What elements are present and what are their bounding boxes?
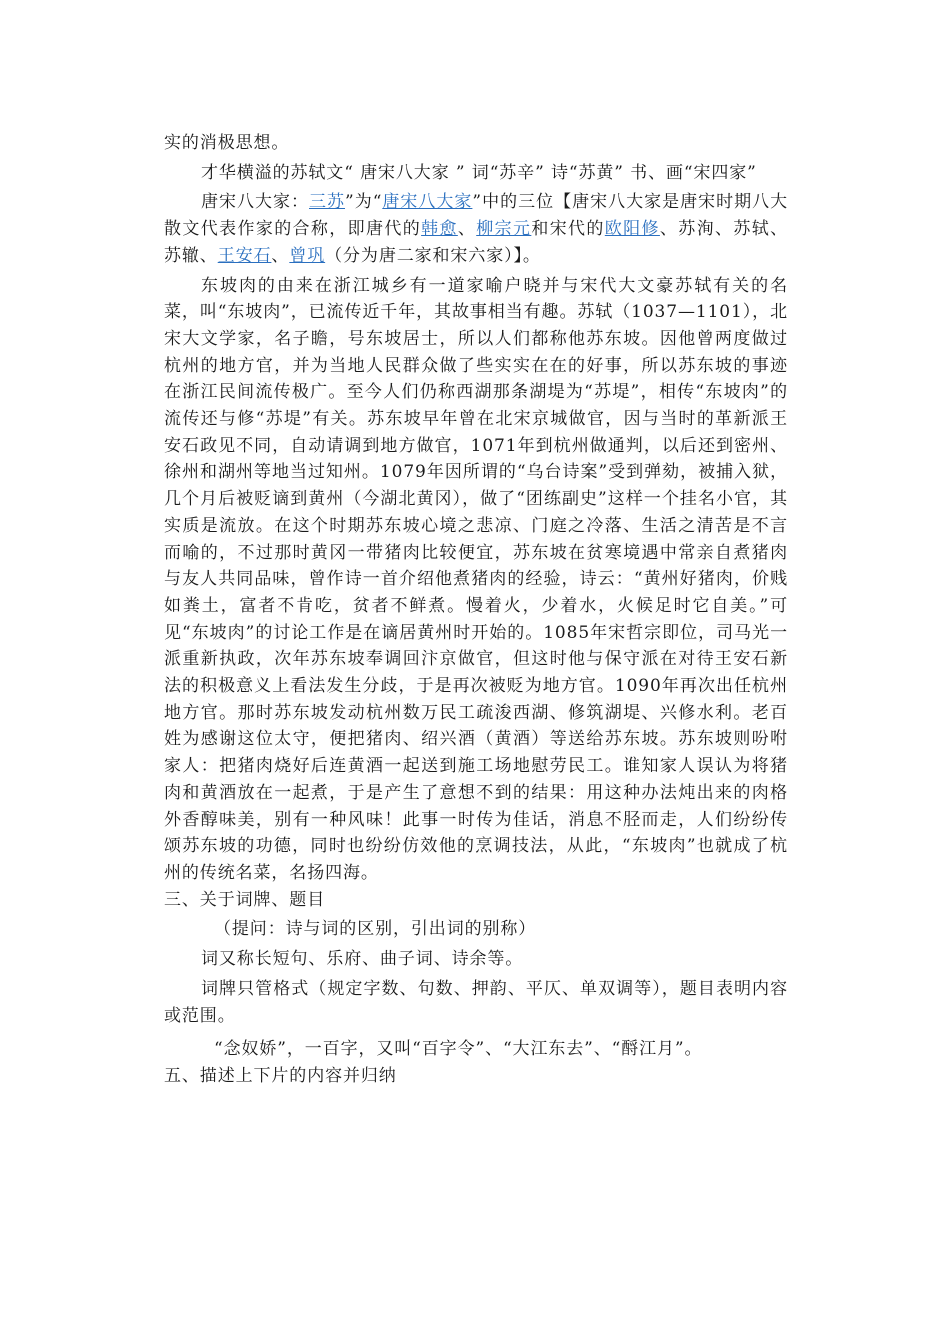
text-segment: ”为“ (345, 192, 383, 213)
link-wang-an-shi[interactable]: 王安石 (217, 245, 272, 266)
text-segment: 、苏洵、苏轼、苏辙、 (164, 219, 788, 266)
paragraph-dongpo-pork-origin: 东坡肉的由来在浙江城乡有一道家喻户晓并与宋代大文豪苏轼有关的名菜，叫“东坡肉”，已流传近千年，其故事相当有趣。苏轼（1037—1101），北宋大文学家，名子瞻，号东坡居士，所以人们都称他苏东坡。因他曾两度做过杭州的地方官，并为当地人民群众做了些实实在在的好事，所以苏东坡的事迹在浙江民间流传极广。至今人们仍称西湖那条湖堤为“苏堤”，相传“东坡肉”的流传还与修“苏堤”有关。苏东坡早年曾在北宋京城做官，因与当时的革新派王安石政见不同，自动请调到地方做官，1071年到杭州做通判，以后还到密州、徐州和湖州等地当过知州。1079年因所谓的“乌台诗案”受到弹劾，被捕入狱，几个月后被贬谪到黄州（今湖北黄冈），做了“团练副史”这样一个挂名小官，其实质是流放。在这个时期苏东坡心境之悲凉、门庭之冷落、生活之清苦是不言而喻的，不过那时黄冈一带猪肉比较便宜，苏东坡在贫寒境遇中常亲自煮猪肉与友人共同品味，曾作诗一首介绍他煮猪肉的经验，诗云：“黄州好猪肉，价贱如粪土，富者不肯吃，贫者不鲜煮。慢着火，少着水，火候足时它自美。”可见“东坡肉”的讨论工作是在谪居黄州时开始的。1085年宋哲宗即位，司马光一派重新执政，次年苏东坡奉调回汴京做官，但这时他与保守派在对待王安石新法的积极意义上看法发生分歧，于是再次被贬为地方官。1090年再次出任杭州地方官。那时苏东坡发动杭州数万民工疏浚西湖、修筑湖堤、兴修水利。老百姓为感谢这位太守，便把猪肉、绍兴酒（黄酒）等送给苏东坡。苏东坡则吩咐家人：把猪肉烧好后连黄酒一起送到施工场地慰劳民工。谁知家人误认为将猪肉和黄酒放在一起煮，于是产生了意想不到的结果：用这种办法炖出来的肉格外香醇味美，别有一种风味！此事一时传为佳话，消息不胫而走，人们纷纷传颂苏东坡的功德，同时也纷纷仿效他的烹调技法，从此，“东坡肉”也就成了杭州的传统名菜，名扬四海。 (164, 275, 788, 883)
link-zeng-gong[interactable]: 曾巩 (289, 245, 326, 266)
text-segment: 、 (457, 219, 477, 240)
paragraph-intro-end: 实的消极思想。 (164, 133, 290, 153)
paragraph-question-note: （提问：诗与词的区别，引出词的别称） (214, 919, 537, 940)
text-segment: ”中的三位【唐宋八大家是唐宋时期八大散文代表作家的合称，即唐代的 (164, 192, 788, 240)
paragraph-su-shi-talents: 才华横溢的苏轼文“ 唐宋八大家 ” 词“苏辛” 诗“苏黄” 书、画“宋四家” (201, 162, 757, 183)
paragraph-ci-pai-format: 词牌只管格式（规定字数、句数、押韵、平仄、单双调等），题目表明内容或范围。 (164, 978, 788, 1026)
text-segment: 唐宋八大家： (201, 192, 309, 213)
link-san-su[interactable]: 三苏 (309, 192, 345, 213)
link-ouyang-xiu[interactable]: 欧阳修 (604, 219, 660, 240)
text-segment: 和宋代的 (531, 219, 605, 240)
section-heading-ci-pai: 三、关于词牌、题目 (164, 889, 326, 910)
paragraph-ci-aliases: 词又称长短句、乐府、曲子词、诗余等。 (201, 949, 524, 970)
link-liu-zong-yuan[interactable]: 柳宗元 (476, 219, 532, 240)
paragraph-tang-song-eight-masters (164, 189, 788, 269)
section-heading-describe: 五、描述上下片的内容并归纳 (164, 1065, 397, 1086)
paragraph-nian-nu-jiao: “念奴娇”，一百字，又叫“百字令”、“大江东去”、“酹江月”。 (214, 1039, 703, 1060)
link-tang-song-ba-da-jia[interactable]: 唐宋八大家 (382, 192, 473, 213)
document-page (164, 130, 788, 1090)
text-segment: （分为唐二家和宋六家）】。 (325, 245, 541, 266)
text-segment: 、 (271, 245, 290, 266)
link-han-yu[interactable]: 韩愈 (421, 219, 458, 240)
